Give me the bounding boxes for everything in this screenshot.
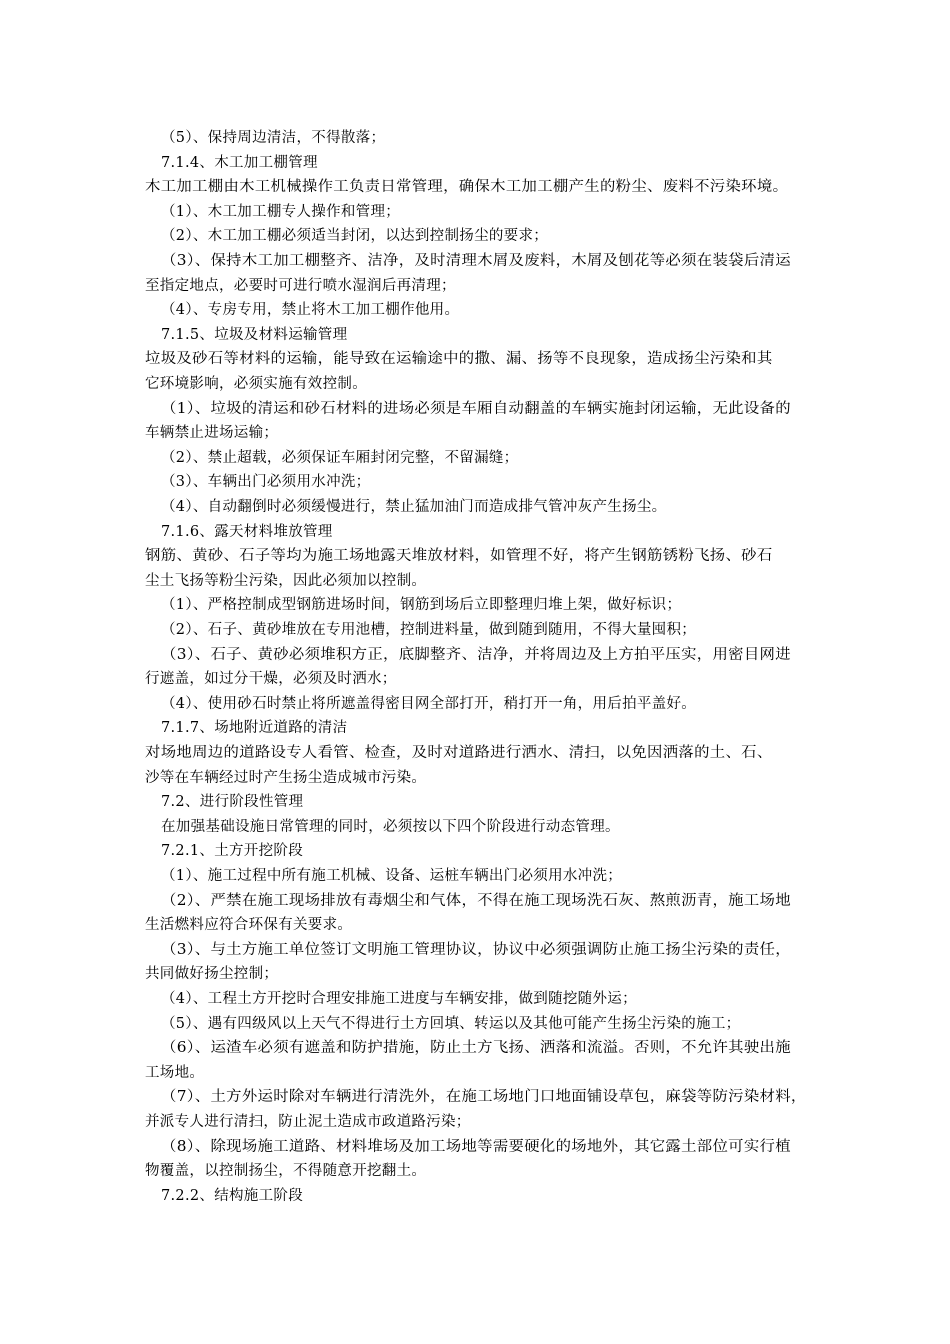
list-item: （4）、工程土方开挖时合理安排施工进度与车辆安排，做到随挖随外运； xyxy=(161,991,637,1007)
section-heading: 7.1.6、露天材料堆放管理 xyxy=(161,523,333,540)
list-item-continuation: 至指定地点，必要时可进行喷水湿润后再清理； xyxy=(145,277,456,294)
list-item: （3）、保持木工加工棚整齐、洁净，及时清理木屑及废料，木屑及刨花等必须在装袋后清运 xyxy=(161,253,791,269)
paragraph-line: 在加强基础设施日常管理的同时，必须按以下四个阶段进行动态管理。 xyxy=(161,818,620,835)
paragraph-line: 对场地周边的道路设专人看管、检查，及时对道路进行洒水、清扫，以免因洒落的土、石、 xyxy=(145,745,773,761)
list-item: （1）、严格控制成型钢筋进场时间，钢筋到场后立即整理归堆上架，做好标识； xyxy=(161,597,682,614)
section-heading: 7.2.1、土方开挖阶段 xyxy=(161,843,303,860)
list-item: （8）、除现场施工道路、材料堆场及加工场地等需要硬化的场地外，其它露土部位可实行植 xyxy=(161,1138,791,1155)
section-heading: 7.1.5、垃圾及材料运输管理 xyxy=(161,326,348,343)
list-item: （2）、禁止超载，必须保证车厢封闭完整，不留漏缝； xyxy=(161,449,519,466)
list-item-continuation: 车辆禁止进场运输； xyxy=(145,425,279,442)
list-item: （5）、保持周边清洁，不得散落； xyxy=(161,130,386,146)
paragraph-line: 钢筋、黄砂、石子等均为施工场地露天堆放材料，如管理不好，将产生钢筋锈粉飞扬、砂石 xyxy=(145,548,773,565)
list-item-continuation: 共同做好扬尘控制； xyxy=(145,966,279,983)
list-item-continuation: 并派专人进行清扫，防止泥土造成市政道路污染； xyxy=(145,1114,471,1130)
section-heading: 7.2、进行阶段性管理 xyxy=(161,794,304,811)
list-item: （2）、木工加工棚必须适当封闭，以达到控制扬尘的要求； xyxy=(161,228,549,245)
list-item: （3）、车辆出门必须用水冲洗； xyxy=(161,474,371,491)
list-item-continuation: 行遮盖，如过分干燥，必须及时洒水； xyxy=(145,671,397,688)
paragraph-continuation: 沙等在车辆经过时产生扬尘造成城市污染。 xyxy=(145,769,427,786)
list-item: （6）、运渣车必须有遮盖和防护措施，防止土方飞扬、洒落和流溢。否则，不允许其驶出施 xyxy=(161,1040,791,1057)
list-item: （3）、与土方施工单位签订文明施工管理协议，协议中必须强调防止施工扬尘污染的责任， xyxy=(161,941,791,958)
list-item: （2）、石子、黄砂堆放在专用池槽，控制进料量，做到随到随用，不得大量囤积； xyxy=(161,622,697,638)
list-item: （2）、严禁在施工现场排放有毒烟尘和气体，不得在施工现场洗石灰、熬煎沥青，施工场地 xyxy=(161,892,791,909)
section-heading: 7.2.2、结构施工阶段 xyxy=(161,1187,303,1204)
list-item: （4）、使用砂石时禁止将所遮盖得密目网全部打开，稍打开一角，用后拍平盖好。 xyxy=(161,695,697,712)
list-item-continuation: 工场地。 xyxy=(145,1064,205,1081)
list-item: （4）、自动翻倒时必须缓慢进行，禁止猛加油门而造成排气管冲灰产生扬尘。 xyxy=(161,499,667,515)
list-item: （7）、土方外运时除对车辆进行清洗外，在施工场地门口地面铺设草包，麻袋等防污染材料， xyxy=(161,1089,807,1106)
paragraph-line: 木工加工棚由木工机械操作工负责日常管理，确保木工加工棚产生的粉尘、废料不污染环境。 xyxy=(145,179,789,196)
paragraph-continuation: 它环境影响，必须实施有效控制。 xyxy=(145,376,367,392)
list-item: （1）、施工过程中所有施工机械、设备、运桩车辆出门必须用水冲洗； xyxy=(161,868,623,884)
list-item: （1）、木工加工棚专人操作和管理； xyxy=(161,203,401,220)
paragraph-line: 垃圾及砂石等材料的运输，能导致在运输途中的撒、漏、扬等不良现象，造成扬尘污染和其 xyxy=(145,351,773,368)
list-item: （1）、垃圾的清运和砂石材料的进场必须是车厢自动翻盖的车辆实施封闭运输，无此设备的 xyxy=(161,400,791,417)
list-item: （5）、遇有四级风以上天气不得进行土方回填、转运以及其他可能产生扬尘污染的施工； xyxy=(161,1015,741,1032)
list-item-continuation: 物覆盖，以控制扬尘，不得随意开挖翻土。 xyxy=(145,1163,427,1180)
section-heading: 7.1.4、木工加工棚管理 xyxy=(161,154,318,171)
section-heading: 7.1.7、场地附近道路的清洁 xyxy=(161,720,348,737)
paragraph-continuation: 尘土飞扬等粉尘污染，因此必须加以控制。 xyxy=(145,572,427,589)
list-item: （3）、石子、黄砂必须堆积方正，底脚整齐、洁净，并将周边及上方拍平压实，用密目网进 xyxy=(161,646,791,663)
list-item: （4）、专房专用，禁止将木工加工棚作他用。 xyxy=(161,302,460,319)
list-item-continuation: 生活燃料应符合环保有关要求。 xyxy=(145,917,353,934)
